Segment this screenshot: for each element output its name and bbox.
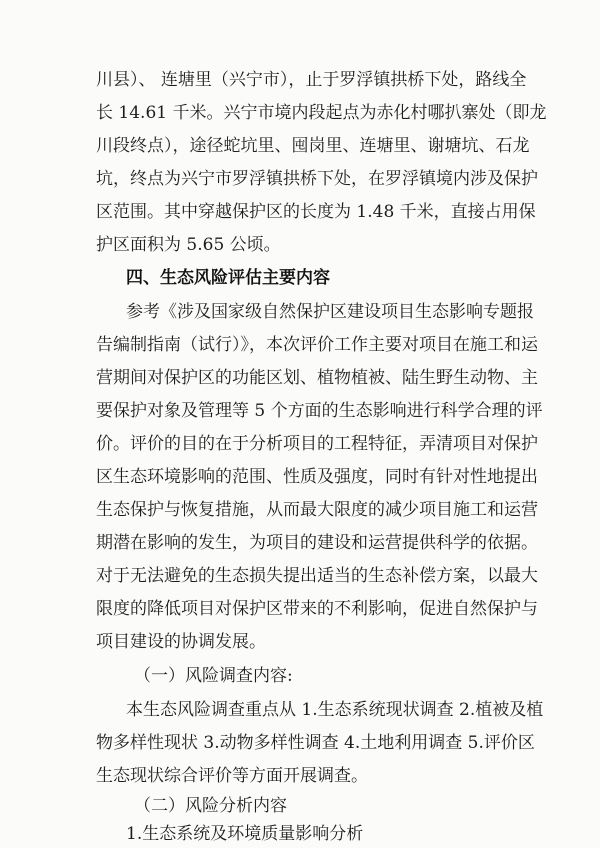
- sub1-line-2: 物多样性现状 3.动物多样性调查 4.土地利用调查 5.评价区: [96, 733, 535, 753]
- subsection-1-heading: （一）风险调查内容:: [134, 666, 293, 686]
- subsection-2-item-1: 1.生态系统及环境质量影响分析: [126, 824, 364, 844]
- intro-line-1: 川县）、 连塘里（兴宁市），止于罗浮镇拱桥下处，路线全: [96, 70, 527, 90]
- section-heading: 四、生态风险评估主要内容: [126, 268, 330, 288]
- para-line-2: 告编制指南（试行）》，本次评价工作主要对项目在施工和运: [96, 335, 538, 355]
- para-line-10: 限度的降低项目对保护区带来的不利影响，促进自然保护与: [96, 599, 538, 619]
- para-line-7: 生态保护与恢复措施，从而最大限度的减少项目施工和运营: [96, 500, 538, 520]
- para-line-6: 区生态环境影响的范围、性质及强度，同时有针对性地提出: [96, 467, 538, 487]
- para-line-4: 要保护对象及管理等 5 个方面的生态影响进行科学合理的评: [96, 401, 543, 421]
- para-line-3: 营期间对保护区的功能区划、植物植被、陆生野生动物、主: [96, 368, 538, 388]
- para-line-9: 对于无法避免的生态损失提出适当的生态补偿方案，以最大: [96, 566, 538, 586]
- para-line-5: 价。评价的目的在于分析项目的工程特征，弄清项目对保护: [96, 434, 538, 454]
- sub1-line-3: 生态现状综合评价等方面开展调查。: [96, 766, 368, 786]
- para-line-11: 项目建设的协调发展。: [96, 632, 266, 652]
- intro-line-6: 护区面积为 5.65 公顷。: [96, 235, 281, 255]
- intro-line-2: 长 14.61 千米。兴宁市境内段起点为赤化村哪扒寨处（即龙: [96, 103, 547, 123]
- intro-line-4: 坑，终点为兴宁市罗浮镇拱桥下处，在罗浮镇境内涉及保护: [96, 169, 538, 189]
- sub1-line-1: 本生态风险调查重点从 1.生态系统现状调查 2.植被及植: [126, 700, 544, 720]
- para-line-8: 期潜在影响的发生，为项目的建设和运营提供科学的依据。: [96, 533, 538, 553]
- para-line-1: 参考《涉及国家级自然保护区建设项目生态影响专题报: [126, 302, 534, 322]
- intro-line-5: 区范围。其中穿越保护区的长度为 1.48 千米，直接占用保: [96, 202, 536, 222]
- intro-line-3: 川段终点），途径蛇坑里、囤岗里、连塘里、谢塘坑、石龙: [96, 136, 530, 156]
- subsection-2-heading: （二）风险分析内容: [134, 796, 287, 816]
